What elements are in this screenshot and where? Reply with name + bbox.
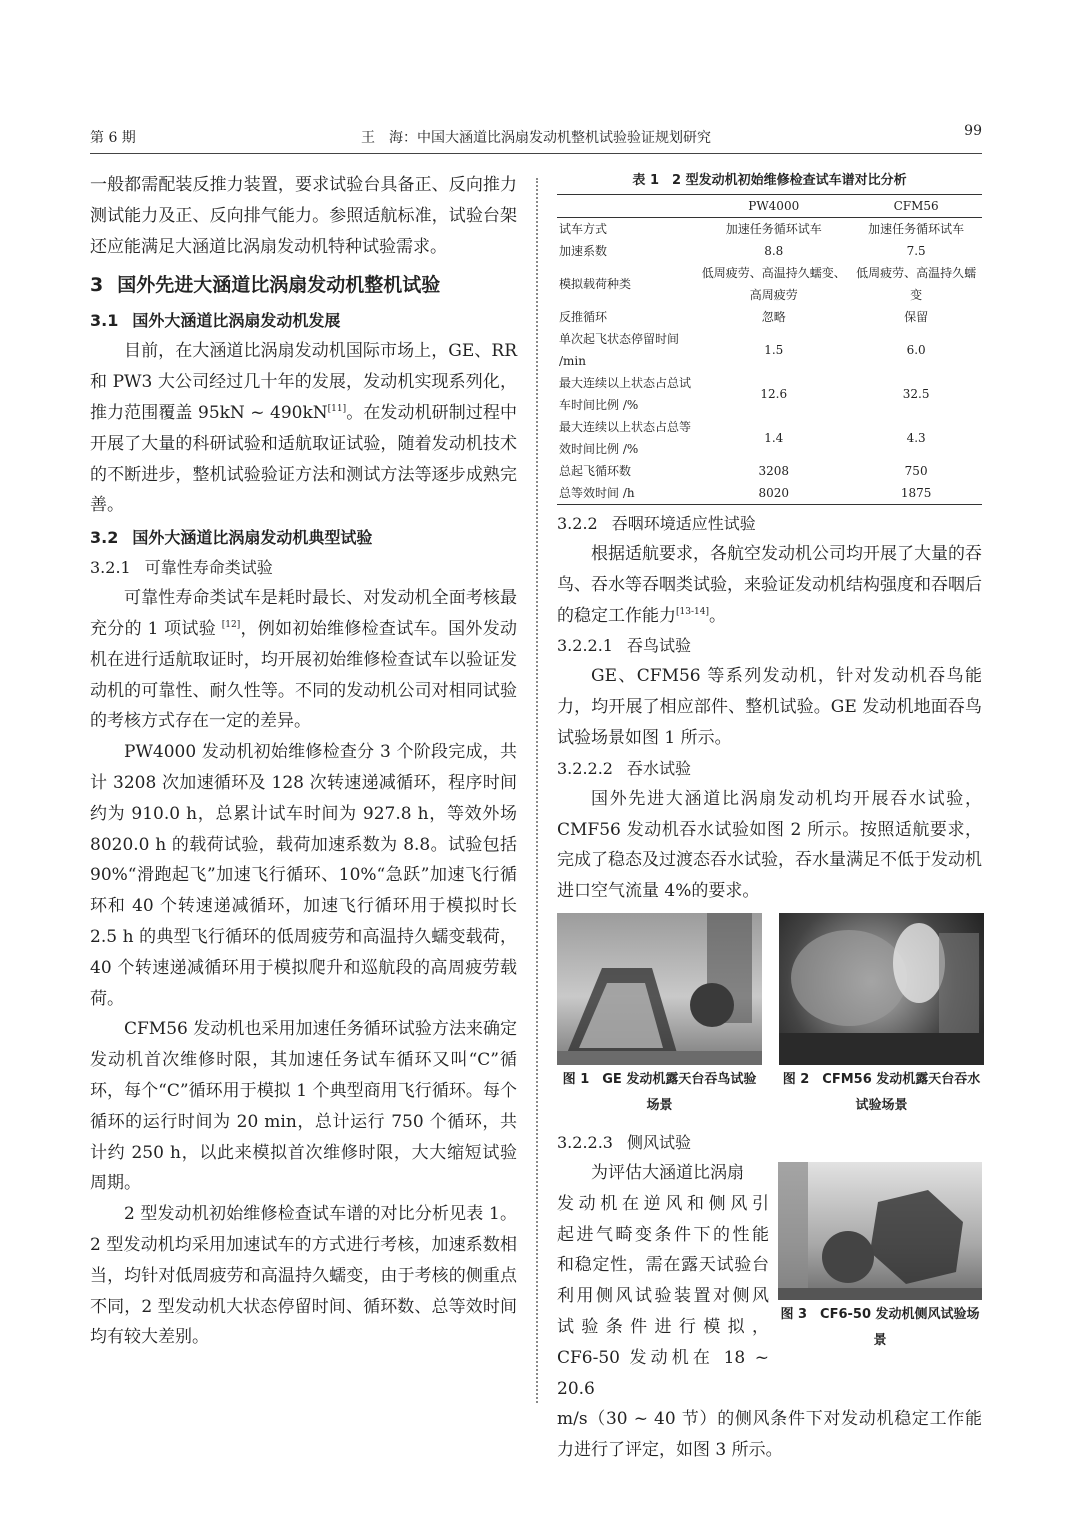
table-header-cell: [557, 195, 697, 218]
table-cell: 试车方式: [559, 222, 608, 236]
table-cell: 忽略: [761, 310, 786, 324]
table-cell: 总起飞循环数: [559, 464, 632, 478]
paragraph-text: 可靠性寿命类试车是耗时最长、对发动机全面考核最充分的 1 项试验: [90, 588, 517, 639]
section-number: 3.2.2.2: [557, 758, 613, 778]
section-number: 3.1: [90, 311, 119, 331]
section-3-1-heading: [90, 306, 517, 336]
paragraph-text: ，例如初始维修检查试车。国外发动机在进行适航取证时，均开展初始维修检查试车以验证发动机的可靠性、耐久性等。不同的发动机公司对相同试验的考核方式存在一定的差异。: [90, 618, 518, 732]
figure-3: [778, 1162, 982, 1354]
paragraph-comparison: 2 型发动机初始维修检查试车谱的对比分析见表 1。2 型发动机均采用加速试车的方式进行考核，加速系数相当，均针对低周疲劳和高温持久蠕变，由于考核的侧重点不同，2 型发动机大状态停留时间、循环数、总等效时间均有较大差别。: [90, 1204, 517, 1348]
section-3-2-1-heading: [90, 553, 517, 583]
section-3-heading: [90, 270, 517, 300]
table-row: [557, 262, 982, 306]
section-title: 可靠性寿命类试验: [144, 558, 273, 578]
paragraph-3-2-2: [557, 539, 982, 631]
table-cell: 1.5: [764, 343, 784, 357]
paragraph-text: 。: [708, 605, 726, 626]
photo-water-ingestion: [779, 913, 984, 1065]
section-number: 3.2.2.1: [557, 636, 613, 656]
table-cell: 最大连续以上状态占总试车时间比例 /%: [559, 376, 692, 412]
wrapped-line: 起进气畸变条件下的性能: [557, 1224, 769, 1245]
paragraph-text: 根据适航要求，各航空发动机公司均开展了大量的吞鸟、吞水等吞咽类试验，来验证发动机结构强度和吞咽后的稳定工作能力: [557, 544, 982, 626]
table-row: [557, 482, 982, 505]
figure-1: [557, 913, 762, 1119]
crosswind-wrapped-text: [557, 1158, 769, 1404]
section-title: 国外大涵道比涡扇发动机典型试验: [132, 528, 373, 548]
section-title: 国外大涵道比涡扇发动机发展: [132, 311, 341, 331]
running-title: 王 海：中国大涵道比涡扇发动机整机试验验证规划研究: [361, 130, 711, 146]
table-cell: 8020: [758, 486, 790, 500]
table-cell: 750: [904, 464, 928, 478]
table-cell: 总等效时间 /h: [559, 486, 635, 500]
section-3-2-2-2-heading: [557, 754, 982, 784]
section-number: 3.2.2.3: [557, 1132, 613, 1152]
section-number: 3.2.1: [90, 558, 131, 578]
crosswind-block: [557, 1158, 982, 1404]
table-cell: 6.0: [906, 343, 926, 357]
table-cell: 低周疲劳、高温持久蠕变: [856, 266, 977, 302]
wrapped-line: 试 验 条 件 进 行 模 拟 ，: [557, 1316, 769, 1337]
citation: [12]: [221, 619, 241, 630]
table-cell: 最大连续以上状态占总等效时间比例 /%: [559, 420, 692, 456]
table-caption: 表 1 2 型发动机初始维修检查试车谱对比分析: [632, 173, 907, 188]
figure-2-caption: 图 2 CFM56 发动机露天台吞水试验场景: [782, 1071, 981, 1113]
table-row: [557, 460, 982, 482]
section-title: 国外先进大涵道比涡扇发动机整机试验: [117, 274, 441, 297]
photo-placeholder-icon: [557, 913, 762, 1065]
table-cell: 单次起飞状态停留时间 /min: [559, 332, 680, 368]
column-divider: [536, 178, 538, 1403]
section-3-2-2-1-heading: [557, 631, 982, 661]
table-cell: 8.8: [764, 244, 784, 258]
paragraph-pw4000: PW4000 发动机初始维修检查分 3 个阶段完成，共计 3208 次加速循环及 128 次转速递减循环，程序时间约为 910.0 h，总累计试车时间为 927.8 h，等效外场 8020.0 h 的载荷试验，载荷加速系数为 8.8。试验包括 90%“滑跑起飞”加速飞行循环、10%“急跃”加速飞行循环和 40 个转速递减循环，加速飞行循环用于模拟时长 2.5 h 的典型飞行循环的低周疲劳和高温持久蠕变载荷，40 个转速递减循环用于模拟爬升和巡航段的高周疲劳载荷。: [90, 742, 517, 1009]
section-title: 吞鸟试验: [626, 636, 691, 656]
table-cell: 低周疲劳、高温持久蠕变、高周疲劳: [701, 266, 846, 302]
table-cell: 反推循环: [559, 310, 608, 324]
issue-number: 第 6 期: [90, 130, 136, 146]
section-title: 侧风试验: [626, 1132, 691, 1152]
section-title: 吞咽环境适应性试验: [611, 514, 756, 533]
section-3-2-2-heading: [557, 509, 982, 539]
table-cell: 加速任务循环试车: [868, 222, 965, 236]
section-number: 3.2: [90, 528, 119, 548]
wrapped-line: 为评估大涵道比涡扇: [591, 1162, 744, 1183]
table-row: [557, 306, 982, 328]
right-column: [557, 170, 982, 1466]
wrapped-line: 发动机在逆风和侧风引: [557, 1193, 769, 1214]
paragraph-3-2-1: [90, 583, 517, 737]
table-cell: 1875: [900, 486, 932, 500]
comparison-table: [557, 194, 982, 505]
running-header: [90, 123, 982, 154]
paragraph-3-2-2-1: GE、CFM56 等系列发动机，针对发动机吞鸟能力，均开展了相应部件、整机试验。GE 发动机地面吞鸟试验场景如图 1 所示。: [557, 666, 982, 748]
figure-2: [779, 913, 984, 1119]
table-cell: 1.4: [764, 431, 784, 445]
table-cell: 32.5: [902, 387, 930, 401]
figure-1-caption: 图 1 GE 发动机露天台吞鸟试验场景: [562, 1071, 757, 1113]
table-header-row: [557, 195, 982, 218]
page-number: 99: [964, 123, 982, 139]
table-row: [557, 240, 982, 262]
table-cell: 加速系数: [559, 244, 608, 258]
section-3-2-heading: [90, 523, 517, 553]
photo-placeholder-icon: [779, 913, 984, 1065]
table-row: [557, 218, 982, 241]
table-cell: 7.5: [906, 244, 926, 258]
figure-3-caption: 图 3 CF6-50 发动机侧风试验场景: [780, 1306, 980, 1348]
photo-placeholder-icon: [778, 1162, 982, 1300]
table-header-cell: PW4000: [748, 199, 800, 213]
table-row: [557, 416, 982, 460]
section-number: 3: [90, 274, 104, 297]
photo-bird-ingestion: [557, 913, 762, 1065]
wrapped-line: 和稳定性，需在露天试验台: [557, 1255, 769, 1276]
intro-paragraph: 一般都需配装反推力装置，要求试验台具备正、反向推力测试能力及正、反向排气能力。参照适航标准，试验台架还应能满足大涵道比涡扇发动机特种试验需求。: [90, 175, 517, 257]
section-number: 3.2.2: [557, 514, 598, 533]
citation: [13-14]: [676, 606, 709, 617]
section-title: 吞水试验: [626, 758, 691, 778]
section-3-2-2-3-heading: [557, 1128, 982, 1158]
paragraph-text: 目前，在大涵道比涡扇发动机国际市场上，GE、RR 和 PW3 大公司经过几十年的发展，发动机实现系列化，推力范围覆盖 95kN ~ 490kN: [90, 341, 517, 423]
table-row: [557, 328, 982, 372]
table-row: [557, 372, 982, 416]
citation: [11]: [327, 403, 347, 414]
paragraph-3-1: [90, 336, 517, 521]
paragraph-text: 。在发动机研制过程中开展了大量的科研试验和适航取证试验，随着发动机技术的不断进步，整机试验验证方法和测试方法等逐步成熟完善。: [90, 402, 518, 516]
table-cell: 模拟载荷种类: [559, 277, 632, 291]
paragraph-3-2-2-2: 国外先进大涵道比涡扇发动机均开展吞水试验，CMF56 发动机吞水试验如图 2 所示。按照适航要求，完成了稳态及过渡态吞水试验，吞水量满足不低于发动机进口空气流量 4%的要求。: [557, 788, 982, 902]
table-header-cell: CFM56: [893, 199, 939, 213]
crosswind-paragraph-tail: m/s（30 ~ 40 节）的侧风条件下对发动机稳定工作能力进行了评定，如图 3 所示。: [557, 1409, 982, 1461]
paragraph-cfm56: CFM56 发动机也采用加速任务循环试验方法来确定发动机首次维修时限，其加速任务试车循环又叫“C”循环，每个“C”循环用于模拟 1 个典型商用飞行循环。每个循环的运行时间为 20 min，总计运行 750 个循环，共计约 250 h，以此来模拟首次维修时限，大大缩短试验周期。: [90, 1019, 517, 1194]
photo-crosswind: [778, 1162, 982, 1300]
wrapped-line: CF6-50 发动机在 18 ~ 20.6: [557, 1347, 769, 1399]
table-cell: 4.3: [906, 431, 926, 445]
figure-row: [557, 913, 982, 1128]
table-cell: 12.6: [760, 387, 788, 401]
table-cell: 保留: [904, 310, 929, 324]
left-column: [90, 170, 517, 1353]
table-cell: 3208: [758, 464, 790, 478]
wrapped-line: 利用侧风试验装置对侧风: [557, 1286, 769, 1307]
table-cell: 加速任务循环试车: [725, 222, 822, 236]
